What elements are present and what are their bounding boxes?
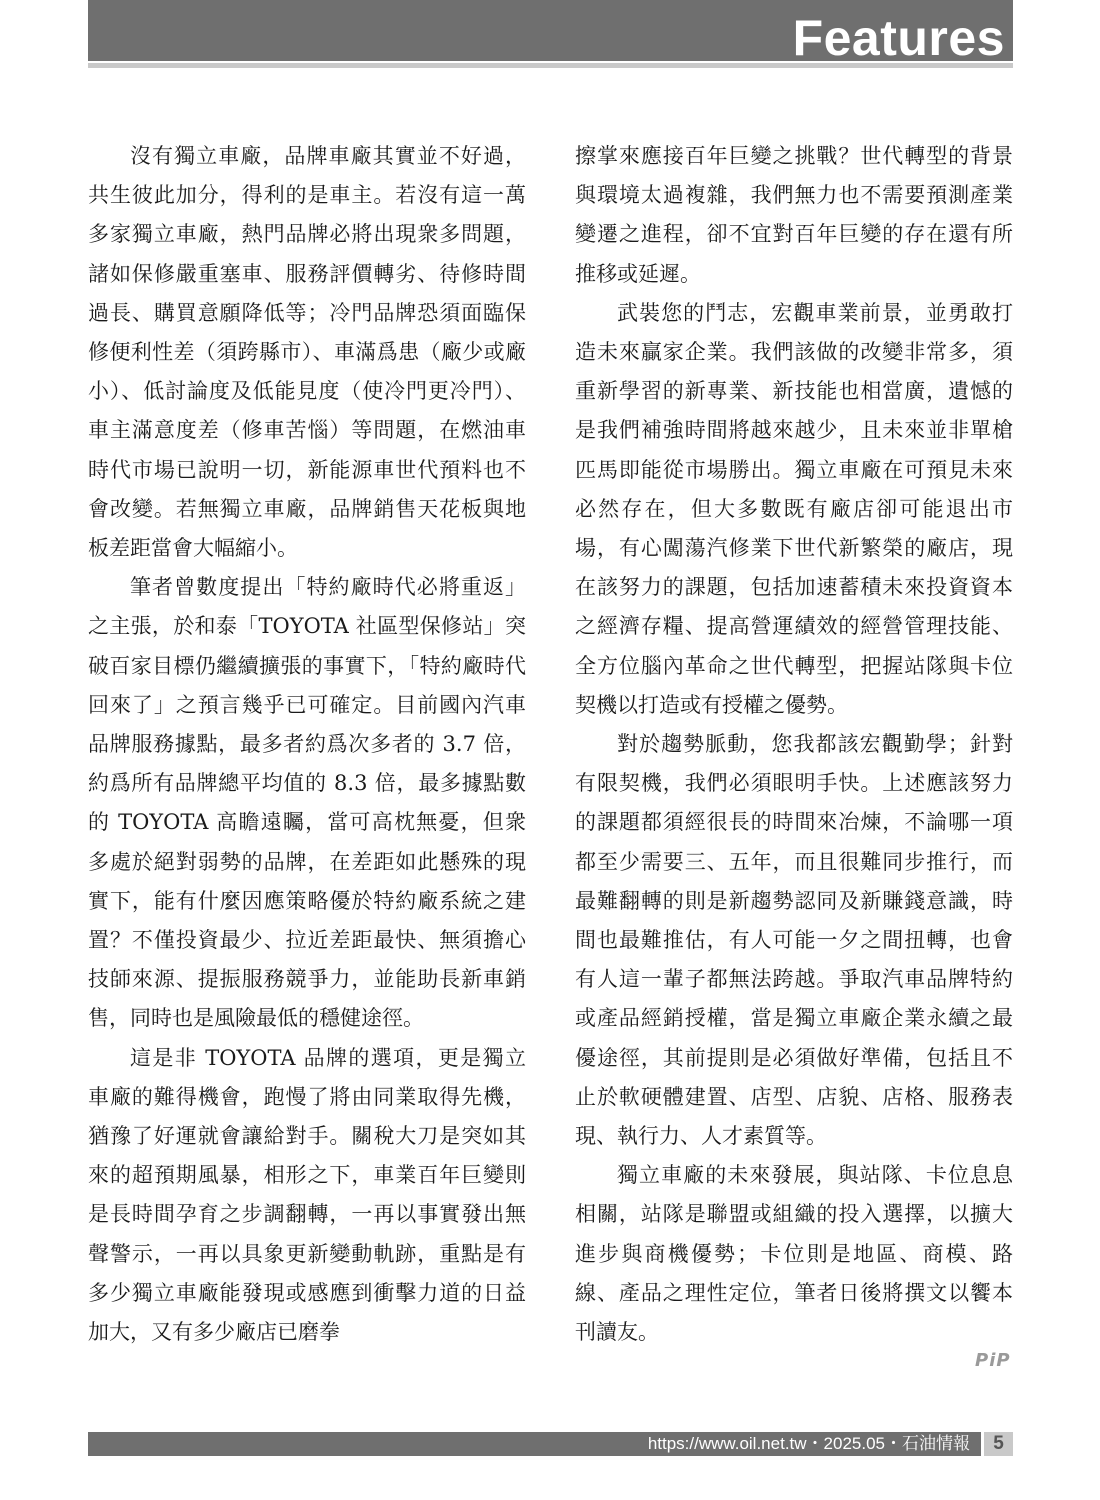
paragraph: 對於趨勢脈動，您我都該宏觀勤學；針對有限契機，我們必須眼明手快。上述應該努力的課題都須經很長的時間來冶煉，不論哪一項都至少需要三、五年，而且很難同步推行，而最難翻轉的則是新趨勢認同及新賺錢意識，時間也最難推估，有人可能一夕之間扭轉，也會有人這一輩子都無法跨越。爭取汽車品牌特約或產品經銷授權，當是獨立車廠企業永續之最優途徑，其前提則是必須做好準備，包括且不止於軟硬體建置、店型、店貌、店格、服務表現、執行力、人才素質等。 bbox=[575, 732, 1013, 1149]
page-number: 5 bbox=[984, 1432, 1013, 1456]
pip-logo: PiP bbox=[975, 1350, 1011, 1371]
section-title: Features bbox=[792, 10, 1005, 66]
paragraph-continued: 擦掌來應接百年巨變之挑戰？世代轉型的背景與環境太過複雜，我們無力也不需要預測產業變遷之進程，卻不宜對百年巨變的存在還有所推移或延遲。 bbox=[575, 144, 1013, 286]
paragraph: 這是非 TOYOTA 品牌的選項，更是獨立車廠的難得機會，跑慢了將由同業取得先機，猶豫了好運就會讓給對手。關稅大刀是突如其來的超預期風暴，相形之下，車業百年巨變則是長時間孕育之步調翻轉，一再以事實發出無聲警示，一再以具象更新變動軌跡，重點是有多少獨立車廠能發現或感應到衝擊力道的日益加大，又有多少廠店已磨拳 bbox=[88, 1045, 526, 1345]
paragraph: 筆者曾數度提出「特約廠時代必將重返」之主張，於和泰「TOYOTA 社區型保修站」突破百家目標仍繼續擴張的事實下，「特約廠時代回來了」之預言幾乎已可確定。目前國內汽車品牌服務據點，最多者約爲次多者的 3.7 倍，約爲所有品牌總平均值的 8.3 倍，最多據點數的 TOYOTA 高瞻遠矚，當可高枕無憂，但衆多處於絕對弱勢的品牌，在差距如此懸殊的現實下，能有什麼因應策略優於特約廠系統之建置？不僅投資最少、拉近差距最快、無須擔心技師來源、提振服務競爭力，並能助長新車銷售，同時也是風險最低的穩健途徑。 bbox=[88, 575, 526, 1031]
article-column-right bbox=[575, 137, 1013, 1352]
footer-publication-info: https://www.oil.net.tw・2025.05・石油情報 bbox=[647, 1434, 970, 1453]
paragraph: 武裝您的鬥志，宏觀車業前景，並勇敢打造未來贏家企業。我們該做的改變非常多，須重新學習的新專業、新技能也相當廣，遺憾的是我們補強時間將越來越少，且未來並非單槍匹馬即能從市場勝出。獨立車廠在可預見未來必然存在，但大多數既有廠店卻可能退出市場，有心闖蕩汽修業下世代新繁榮的廠店，現在該努力的課題，包括加速蓄積未來投資資本之經濟存糧、提高營運績效的經營管理技能、全方位腦內革命之世代轉型，把握站隊與卡位契機以打造或有授權之優勢。 bbox=[575, 300, 1013, 717]
article-column-left bbox=[88, 137, 526, 1352]
paragraph: 獨立車廠的未來發展，與站隊、卡位息息相關，站隊是聯盟或組織的投入選擇，以擴大進步與商機優勢；卡位則是地區、商模、路線、產品之理性定位，筆者日後將撰文以饗本刊讀友。 bbox=[575, 1163, 1013, 1345]
paragraph: 沒有獨立車廠，品牌車廠其實並不好過，共生彼此加分，得利的是車主。若沒有這一萬多家獨立車廠，熱門品牌必將出現衆多問題，諸如保修嚴重塞車、服務評價轉劣、待修時間過長、購買意願降低等；冷門品牌恐須面臨保修便利性差（須跨縣市）、車滿爲患（廠少或廠小）、低討論度及低能見度（使冷門更冷門）、車主滿意度差（修車苦惱）等問題，在燃油車時代市場已說明一切，新能源車世代預料也不會改變。若無獨立車廠，品牌銷售天花板與地板差距當會大幅縮小。 bbox=[88, 144, 526, 561]
